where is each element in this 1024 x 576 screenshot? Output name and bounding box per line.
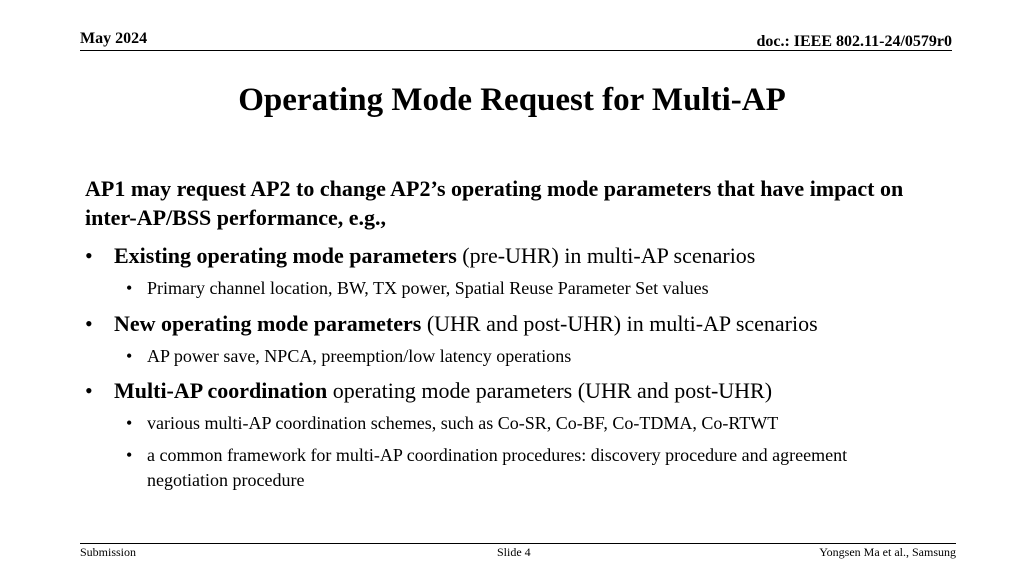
sub-bullet-ap-power-save — [126, 344, 906, 369]
bullet-bold-text: Existing operating mode parameters — [114, 243, 457, 268]
sub-bullet-text: a common framework for multi-AP coordination procedures: discovery procedure and agreement negotiation procedure — [147, 445, 848, 490]
footer-submission: Submission — [80, 545, 137, 559]
sub-bullet-text: AP power save, NPCA, preemption/low latency operations — [147, 346, 572, 366]
bullet-text: (pre-UHR) in multi-AP scenarios — [456, 243, 756, 268]
sub-bullet-dot: • — [126, 413, 133, 433]
bullet-bold-text: New operating mode parameters — [114, 311, 422, 336]
sub-bullet-coordination-schemes — [126, 411, 906, 436]
sub-bullet-dot: • — [126, 445, 133, 465]
slide-title: Operating Mode Request for Multi-AP — [238, 82, 786, 118]
sub-bullet-text: Primary channel location, BW, TX power, Spatial Reuse Parameter Set values — [147, 278, 709, 298]
bullet-multi-ap-coordination — [85, 376, 772, 405]
bullet-existing-params — [85, 241, 755, 270]
footer-rule — [80, 543, 956, 544]
header-date: May 2024 — [80, 30, 148, 47]
bullet-bold-text: Multi-AP coordination — [114, 378, 328, 403]
footer-authors: Yongsen Ma et al., Samsung — [819, 545, 956, 559]
sub-bullet-dot: • — [126, 278, 133, 298]
bullet-new-params — [85, 309, 818, 338]
bullet-text: (UHR and post-UHR) in multi-AP scenarios — [421, 311, 818, 336]
bullet-dot: • — [85, 311, 93, 336]
sub-bullet-text: various multi-AP coordination schemes, such as Co-SR, Co-BF, Co-TDMA, Co-RTWT — [147, 413, 779, 433]
header-rule — [80, 50, 952, 51]
bullet-dot: • — [85, 243, 93, 268]
sub-bullet-primary-channel — [126, 276, 906, 301]
bullet-dot: • — [85, 378, 93, 403]
footer-slide-number: Slide 4 — [497, 545, 531, 559]
sub-bullet-dot: • — [126, 346, 133, 366]
bullet-text: operating mode parameters (UHR and post-UHR) — [327, 378, 773, 403]
intro-paragraph: AP1 may request AP2 to change AP2’s operating mode parameters that have impact on inter-AP/BSS performance, e.g., — [85, 176, 904, 230]
header-doc-id: doc.: IEEE 802.11-24/0579r0 — [756, 33, 952, 50]
sub-bullet-common-framework — [126, 443, 906, 493]
